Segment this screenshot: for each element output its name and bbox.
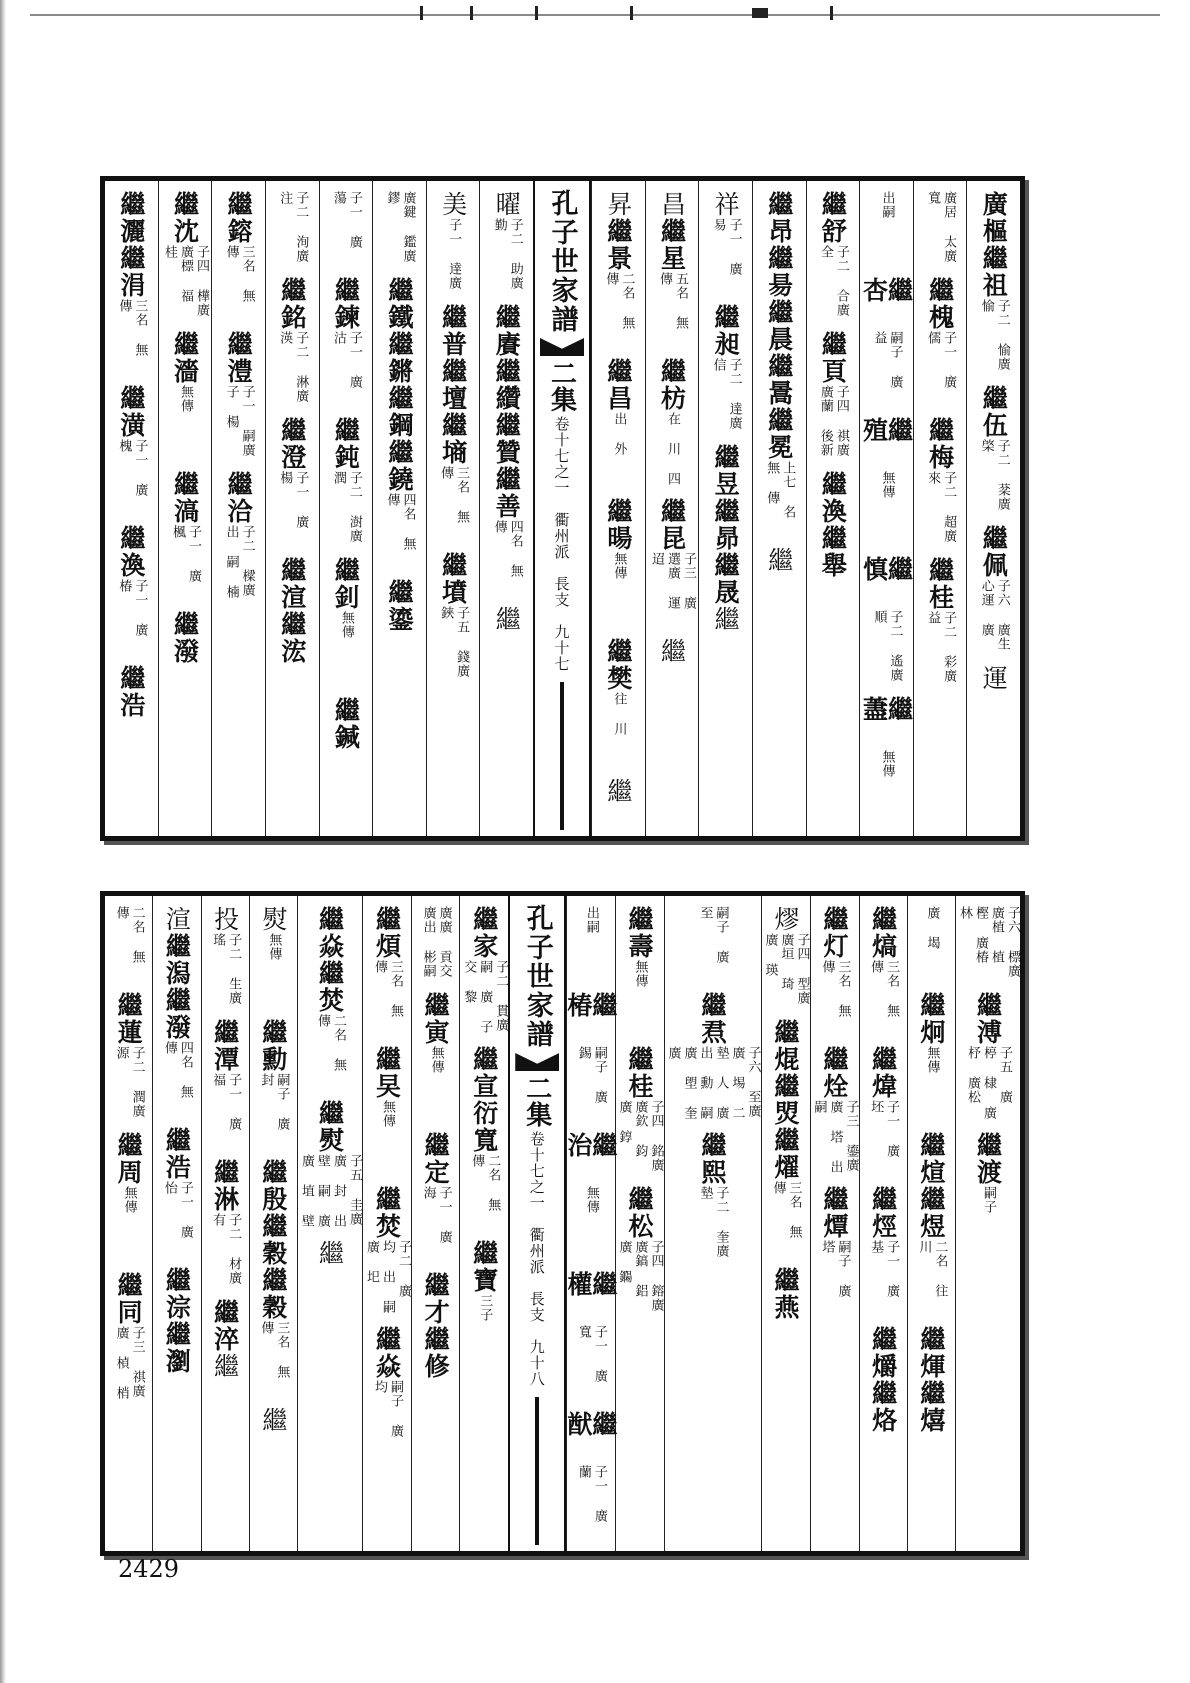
fish-tail-mark bbox=[540, 338, 584, 356]
genealogy-note: 子四 祺廣 廣蘭 後新 bbox=[817, 385, 849, 457]
genealogy-note: 子二 樑廣 出 嗣 楠 bbox=[223, 525, 255, 599]
page-number: 2429 bbox=[118, 1555, 180, 1583]
genealogy-note: 四名 無 傳 bbox=[161, 1041, 193, 1099]
genealogy-name: 繼賡 bbox=[492, 304, 522, 358]
genealogy-note: 三名 無 傳 bbox=[258, 1321, 290, 1379]
genealogy-note: 子四 樺廣 廣標 福 桂 bbox=[161, 245, 209, 317]
genealogy-note: 子二 遙廣 順 bbox=[871, 610, 903, 683]
genealogy-note: 子二 生廣 瑤 bbox=[210, 933, 242, 1005]
genealogy-name: 渲 bbox=[162, 906, 192, 933]
genealogy-column bbox=[955, 896, 1020, 1551]
genealogy-note: 子三 廣 選廣 運 迢 bbox=[648, 552, 696, 610]
genealogy-note: 子二 洵廣 注 bbox=[277, 191, 309, 263]
genealogy-name: 繼燿 bbox=[771, 1127, 800, 1181]
genealogy-name: 昌 bbox=[657, 191, 687, 218]
scan-tick bbox=[470, 6, 473, 20]
scan-tick bbox=[535, 6, 538, 20]
genealogy-note: 無傳 bbox=[338, 611, 354, 639]
genealogy-name: 繼鍼 bbox=[331, 697, 361, 751]
genealogy-name: 繼家 bbox=[469, 906, 499, 960]
genealogy-name: 繼浩 bbox=[162, 1127, 192, 1181]
genealogy-note: 三名 無 傳 bbox=[438, 466, 470, 524]
genealogy-note: 出 外 bbox=[611, 412, 627, 456]
genealogy-note: 子二 淋廣 渶 bbox=[277, 331, 309, 403]
genealogy-name: 繼熇 bbox=[868, 906, 898, 960]
genealogy-note: 二名 無 傳 bbox=[469, 1154, 501, 1212]
genealogy-name: 繼澧 bbox=[224, 331, 254, 385]
genealogy-note: 子一 廣 楓 bbox=[169, 525, 201, 583]
genealogy-note: 子一 廣 寬 bbox=[575, 1325, 607, 1384]
genealogy-note: 子二 廣 均 出 嗣 廣 圯 bbox=[364, 1240, 411, 1314]
genealogy-column bbox=[806, 181, 860, 836]
genealogy-note: 子二 彩廣 益 bbox=[925, 611, 957, 683]
center-fold-bar bbox=[535, 1397, 539, 1545]
genealogy-name: 繼椿 bbox=[563, 991, 618, 1019]
genealogy-name: 繼 bbox=[764, 547, 794, 574]
genealogy-name: 繼伍 bbox=[979, 385, 1009, 439]
genealogy-name: 繼佩 bbox=[979, 525, 1009, 579]
genealogy-name: 繼暠 bbox=[764, 353, 794, 407]
genealogy-name: 繼煊 bbox=[916, 1132, 946, 1186]
genealogy-name: 繼瀏 bbox=[162, 1321, 192, 1375]
genealogy-name: 繼烴 bbox=[868, 1186, 898, 1240]
genealogy-note: 子二 潤廣 源 bbox=[113, 1046, 145, 1118]
genealogy-name: 繼潢 bbox=[116, 385, 146, 439]
genealogy-name: 繼煩 bbox=[372, 906, 402, 960]
genealogy-note: 二名 無 傳 bbox=[603, 272, 635, 330]
collection-label: 二集 bbox=[521, 1075, 552, 1127]
genealogy-name: 繼熙 bbox=[698, 1132, 727, 1186]
volume-subtitle: 卷十七之一 衢州派 長支 九十八 bbox=[527, 1131, 546, 1387]
genealogy-name: 繼灯 bbox=[820, 906, 849, 960]
genealogy-note: 四名 無 傳 bbox=[384, 493, 416, 551]
genealogy-name: 美 bbox=[438, 191, 468, 218]
genealogy-note: 嗣子 bbox=[981, 1186, 996, 1214]
genealogy-name: 繼舒 bbox=[818, 191, 848, 245]
genealogy-note: 無傳 bbox=[611, 552, 627, 580]
genealogy-name: 繼桂 bbox=[625, 1046, 654, 1100]
genealogy-name: 繼晟 bbox=[711, 552, 741, 606]
genealogy-name: 繼猷 bbox=[563, 1411, 618, 1439]
genealogy-name: 繼昜 bbox=[764, 245, 794, 299]
book-title: 孔子世家譜 bbox=[521, 904, 553, 1049]
genealogy-name: 繼烇 bbox=[820, 1046, 849, 1100]
genealogy-name: 熨 bbox=[258, 906, 288, 933]
center-fold-bar bbox=[560, 682, 564, 830]
genealogy-column bbox=[698, 181, 752, 836]
genealogy-name: 衍寬 bbox=[469, 1100, 499, 1154]
genealogy-name: 繼爝 bbox=[868, 1326, 898, 1380]
genealogy-note: 子一 廣 蘭 bbox=[575, 1465, 607, 1524]
genealogy-name: 繼燂 bbox=[820, 1186, 849, 1240]
genealogy-note: 三名 無 傳 bbox=[116, 299, 148, 357]
genealogy-name: 繼冕 bbox=[764, 407, 794, 461]
scan-tick bbox=[830, 6, 833, 20]
genealogy-name: 繼杏 bbox=[859, 276, 914, 304]
genealogy-note: 子一 廣 怡 bbox=[161, 1181, 193, 1239]
genealogy-column bbox=[907, 896, 955, 1551]
genealogy-note: 子一 廣 福 bbox=[210, 1073, 242, 1131]
genealogy-name: 繼殖 bbox=[859, 416, 914, 444]
genealogy-name: 繼淋 bbox=[210, 1159, 240, 1213]
genealogy-note: 子五 圭廣 廣 封 出 壁 嗣 廣 廣 埴 壁 bbox=[299, 1154, 362, 1228]
genealogy-name: 繼渲 bbox=[277, 557, 307, 611]
genealogy-column bbox=[810, 896, 859, 1551]
genealogy-note: 子六 廣生 心運 廣 bbox=[978, 579, 1010, 651]
genealogy-name: 繼才 bbox=[421, 1272, 451, 1326]
genealogy-name: 繼渙 bbox=[116, 525, 146, 579]
genealogy-name: 繼寶 bbox=[469, 1240, 499, 1294]
genealogy-note: 五名 無 傳 bbox=[656, 272, 688, 330]
genealogy-note: 廣居 太廣 寬 bbox=[925, 191, 957, 263]
genealogy-name: 繼鋼 bbox=[384, 385, 414, 439]
genealogy-name: 繼修 bbox=[421, 1326, 451, 1380]
genealogy-name: 繼權 bbox=[563, 1271, 618, 1299]
genealogy-column bbox=[664, 896, 761, 1551]
genealogy-note: 子二 奎廣 墊 bbox=[697, 1186, 729, 1258]
genealogy-note: 無傳 bbox=[428, 1046, 444, 1074]
genealogy-note: 子一 廣 椿 bbox=[116, 579, 148, 637]
genealogy-name: 繼沈 bbox=[170, 191, 200, 245]
genealogy-note: 子一 廣 基 bbox=[868, 1240, 900, 1298]
genealogy-name: 繼桂 bbox=[925, 557, 955, 611]
scan-tick bbox=[420, 6, 423, 20]
genealogy-name: 繼焱 bbox=[372, 1326, 402, 1380]
genealogy-name: 繼治 bbox=[563, 1131, 618, 1159]
genealogy-note: 二名 無 傳 bbox=[315, 1014, 346, 1072]
genealogy-name: 繼浤 bbox=[277, 611, 307, 665]
genealogy-name: 繼晨 bbox=[764, 299, 794, 353]
genealogy-column bbox=[563, 896, 618, 1551]
genealogy-name: 繼渙 bbox=[818, 471, 848, 525]
genealogy-name: 繼淬 bbox=[210, 1299, 240, 1353]
genealogy-column bbox=[615, 896, 664, 1551]
genealogy-name: 繼 bbox=[657, 638, 687, 665]
genealogy-note: 子一 達廣 bbox=[446, 218, 462, 290]
genealogy-name: 繼周 bbox=[114, 1132, 144, 1186]
genealogy-note: 子四 鎔廣 廣鎬 鋁 廣 鐊 bbox=[616, 1240, 664, 1312]
genealogy-name: 昇 bbox=[603, 191, 633, 218]
genealogy-name: 繼焚 bbox=[315, 960, 345, 1014]
genealogy-note: 子一 廣 槐 bbox=[116, 439, 148, 497]
genealogy-name: 繼穀 bbox=[258, 1267, 288, 1321]
genealogy-name: 廣樞 bbox=[979, 191, 1009, 245]
genealogy-note: 三名 無 傳 bbox=[372, 960, 403, 1018]
genealogy-column bbox=[859, 181, 913, 836]
genealogy-name: 繼 bbox=[711, 606, 741, 633]
genealogy-name: 繼熨 bbox=[315, 1100, 345, 1154]
genealogy-name: 繼 bbox=[210, 1353, 240, 1380]
genealogy-name: 繼槐 bbox=[925, 277, 955, 331]
genealogy-name: 繼鐃 bbox=[384, 439, 414, 493]
genealogy-column bbox=[411, 896, 459, 1551]
genealogy-note: 嗣子 廣 益 bbox=[871, 330, 903, 389]
genealogy-name: 繼昂 bbox=[764, 191, 794, 245]
genealogy-note: 子五 錢廣 鋏 bbox=[438, 606, 470, 678]
genealogy-name: 繼焱 bbox=[315, 906, 345, 960]
genealogy-note: 嗣子 廣 至 bbox=[697, 906, 729, 964]
genealogy-name: 繼 bbox=[258, 1407, 288, 1434]
genealogy-column bbox=[211, 181, 265, 836]
genealogy-name: 繼殷 bbox=[258, 1159, 288, 1213]
genealogy-name: 曜 bbox=[492, 191, 522, 218]
genealogy-column bbox=[158, 181, 212, 836]
genealogy-column bbox=[319, 181, 373, 836]
genealogy-note: 無傳 bbox=[632, 960, 648, 988]
genealogy-note: 三子 bbox=[477, 1294, 493, 1322]
genealogy-note: 子二 達廣 信 bbox=[710, 358, 742, 430]
genealogy-column bbox=[426, 181, 480, 836]
genealogy-name: 繼梅 bbox=[925, 417, 955, 471]
genealogy-name: 繼渡 bbox=[973, 1132, 1003, 1186]
genealogy-note: 子二 材廣 有 bbox=[210, 1213, 242, 1285]
genealogy-name: 繼藎 bbox=[859, 696, 914, 724]
genealogy-name: 繼銘 bbox=[277, 277, 307, 331]
genealogy-note: 嗣子 廣 塔 bbox=[819, 1240, 851, 1298]
genealogy-note: 子三 鎏廣 廣 塔 出 嗣 bbox=[811, 1100, 859, 1174]
genealogy-name: 繼烙 bbox=[868, 1380, 898, 1434]
genealogy-column bbox=[591, 181, 645, 836]
genealogy-column bbox=[105, 181, 158, 836]
genealogy-name: 繼慎 bbox=[859, 556, 914, 584]
genealogy-note: 子一 廣 楊 bbox=[277, 471, 309, 529]
fish-tail-mark bbox=[515, 1053, 559, 1071]
genealogy-note: 無傳 bbox=[177, 385, 193, 413]
genealogy-name: 繼昶 bbox=[711, 304, 741, 358]
genealogy-note: 往 川 bbox=[611, 692, 627, 736]
genealogy-note: 四名 無 傳 bbox=[491, 520, 523, 578]
genealogy-column bbox=[459, 896, 508, 1551]
genealogy-note: 子一 廣 坯 bbox=[868, 1100, 900, 1158]
genealogy-name: 繼灑 bbox=[116, 191, 146, 245]
genealogy-note: 出嗣 bbox=[879, 191, 895, 219]
genealogy-column bbox=[966, 181, 1020, 836]
genealogy-name: 投 bbox=[210, 906, 240, 933]
genealogy-name: 繼煜 bbox=[916, 1186, 946, 1240]
genealogy-note: 無傳 bbox=[583, 1185, 599, 1214]
genealogy-name: 繼炯 bbox=[916, 992, 946, 1046]
genealogy-note: 子四 型廣 廣垣 琦 廣 瑛 bbox=[762, 933, 810, 1005]
genealogy-name: 繼潑 bbox=[170, 611, 200, 665]
genealogy-column bbox=[105, 896, 152, 1551]
genealogy-name: 繼壽 bbox=[625, 906, 654, 960]
genealogy-note: 子二 貫廣 嗣 廣 子 交 黎 bbox=[461, 960, 509, 1034]
genealogy-name: 繼同 bbox=[114, 1272, 144, 1326]
genealogy-name: 繼淙 bbox=[162, 1267, 192, 1321]
genealogy-name: 繼煒 bbox=[868, 1046, 898, 1100]
genealogy-note: 嗣子 廣 封 bbox=[258, 1073, 290, 1131]
genealogy-column bbox=[913, 181, 967, 836]
genealogy-name: 繼頁 bbox=[818, 331, 848, 385]
genealogy-name: 繼潟 bbox=[162, 933, 192, 987]
genealogy-note: 三名 無 傳 bbox=[223, 245, 255, 303]
top-scan-rule bbox=[30, 14, 1160, 16]
genealogy-note: 子五 廣 楟 棣 廣杼 廣松 bbox=[965, 1046, 1012, 1120]
genealogy-column bbox=[201, 896, 249, 1551]
genealogy-note: 無傳 bbox=[924, 1046, 940, 1074]
genealogy-note: 無傳 bbox=[266, 933, 282, 961]
genealogy-name: 繼昴 bbox=[711, 498, 741, 552]
genealogy-column bbox=[761, 896, 810, 1551]
genealogy-name: 繼景 bbox=[603, 218, 633, 272]
genealogy-note: 上七 名 無 傳 bbox=[764, 461, 796, 519]
genealogy-name: 繼昌 bbox=[603, 358, 633, 412]
scan-tick bbox=[630, 6, 633, 20]
genealogy-name: 繼 bbox=[492, 606, 522, 633]
genealogy-column bbox=[479, 181, 533, 836]
genealogy-name: 繼星 bbox=[657, 218, 687, 272]
genealogy-note: 出嗣 bbox=[583, 906, 599, 934]
genealogy-note: 無傳 bbox=[879, 470, 895, 499]
genealogy-name: 繼寅 bbox=[421, 992, 451, 1046]
genealogy-name: 繼鍊 bbox=[331, 277, 361, 331]
center-fold-column bbox=[508, 896, 566, 1551]
page-scan-edge bbox=[0, 0, 6, 1683]
genealogy-note: 子六 標廣 廣植 植 樫 廣椿 林 bbox=[957, 906, 1020, 978]
genealogy-name: 繼昆 bbox=[657, 498, 687, 552]
genealogy-note: 子二 澍廣 潤 bbox=[330, 471, 362, 543]
genealogy-name: 繼釗 bbox=[331, 557, 361, 611]
genealogy-name: 繼蓮 bbox=[114, 992, 144, 1046]
genealogy-note: 無傳 bbox=[879, 750, 895, 779]
genealogy-column bbox=[297, 896, 362, 1551]
genealogy-name: 繼焽 bbox=[771, 1073, 800, 1127]
genealogy-name: 繼松 bbox=[625, 1186, 654, 1240]
genealogy-note: 嗣子 廣 均 bbox=[372, 1380, 403, 1438]
genealogy-name: 繼宣 bbox=[469, 1046, 499, 1100]
genealogy-note: 子二 棻廣 棨 bbox=[978, 439, 1010, 511]
genealogy-name: 繼滈 bbox=[170, 471, 200, 525]
genealogy-note: 廣鍵 鑑廣 鏐 bbox=[384, 191, 416, 263]
genealogy-name: 繼昱 bbox=[711, 444, 741, 498]
genealogy-name: 繼穀 bbox=[258, 1213, 288, 1267]
genealogy-column bbox=[752, 181, 806, 836]
genealogy-name: 運 bbox=[979, 665, 1009, 692]
genealogy-column bbox=[265, 181, 319, 836]
genealogy-name: 繼鏘 bbox=[384, 331, 414, 385]
genealogy-note: 三名 無 傳 bbox=[819, 960, 851, 1018]
genealogy-note: 子二 超廣 來 bbox=[925, 471, 957, 543]
genealogy-name: 繼纘 bbox=[492, 358, 522, 412]
genealogy-note: 無傳 bbox=[380, 1100, 395, 1128]
genealogy-name: 繼煇 bbox=[916, 1326, 946, 1380]
genealogy-name: 繼暘 bbox=[603, 498, 633, 552]
genealogy-note: 子一 嗣廣 子 楊 bbox=[223, 385, 255, 457]
genealogy-name: 熮 bbox=[771, 906, 800, 933]
genealogy-name: 繼祖 bbox=[979, 245, 1009, 299]
genealogy-name: 繼舉 bbox=[818, 525, 848, 579]
genealogy-name: 祥 bbox=[711, 191, 741, 218]
genealogy-name: 繼 bbox=[315, 1240, 345, 1267]
genealogy-note: 子一 廣 蕩 bbox=[330, 191, 362, 249]
genealogy-note: 子四 銘廣 廣欽 鈞 廣 錞 bbox=[616, 1100, 664, 1172]
genealogy-column bbox=[249, 896, 297, 1551]
genealogy-name: 繼燕 bbox=[771, 1267, 800, 1321]
book-title: 孔子世家譜 bbox=[546, 189, 578, 334]
genealogy-name: 繼鎔 bbox=[224, 191, 254, 245]
genealogy-name: 繼普 bbox=[438, 304, 468, 358]
genealogy-note: 在 川 四 bbox=[664, 412, 680, 486]
genealogy-note: 嗣子 廣 錫 bbox=[575, 1045, 607, 1104]
genealogy-note: 無傳 bbox=[121, 1186, 137, 1214]
genealogy-name: 繼定 bbox=[421, 1132, 451, 1186]
genealogy-note: 三名 無 傳 bbox=[868, 960, 900, 1018]
genealogy-name: 繼善 bbox=[492, 466, 522, 520]
genealogy-name: 繼焚 bbox=[372, 1186, 402, 1240]
genealogy-note: 廣廣 貢交 廣出 彬嗣 bbox=[420, 906, 452, 978]
genealogy-name: 繼濇 bbox=[170, 331, 200, 385]
genealogy-note: 二名 往 川 bbox=[916, 1240, 948, 1298]
genealogy-name: 繼勳 bbox=[258, 1019, 288, 1073]
genealogy-name: 繼鎏 bbox=[384, 579, 414, 633]
genealogy-name: 繼墒 bbox=[438, 412, 468, 466]
genealogy-note: 子二 助廣 勤 bbox=[491, 218, 523, 290]
genealogy-name: 繼涓 bbox=[116, 245, 146, 299]
genealogy-column bbox=[152, 896, 200, 1551]
genealogy-column bbox=[645, 181, 699, 836]
genealogy-name: 繼樊 bbox=[603, 638, 633, 692]
genealogy-name: 繼鈍 bbox=[331, 417, 361, 471]
collection-label: 二集 bbox=[546, 360, 577, 412]
genealogy-name: 繼壇 bbox=[438, 358, 468, 412]
genealogy-name: 繼焜 bbox=[771, 1019, 800, 1073]
genealogy-column bbox=[859, 896, 907, 1551]
center-fold-column bbox=[533, 181, 591, 836]
genealogy-column bbox=[362, 896, 411, 1551]
genealogy-name: 繼旲 bbox=[372, 1046, 402, 1100]
genealogy-note: 子一 廣 海 bbox=[420, 1186, 452, 1244]
genealogy-name: 繼墳 bbox=[438, 552, 468, 606]
genealogy-name: 繼焄 bbox=[698, 992, 727, 1046]
scan-tick bbox=[752, 8, 768, 18]
genealogy-column bbox=[372, 181, 426, 836]
genealogy-name: 繼潭 bbox=[210, 1019, 240, 1073]
genealogy-name: 繼溥 bbox=[973, 992, 1003, 1046]
genealogy-name: 繼 bbox=[603, 778, 633, 805]
genealogy-name: 繼洽 bbox=[224, 471, 254, 525]
genealogy-name: 繼枋 bbox=[657, 358, 687, 412]
genealogy-name: 繼贊 bbox=[492, 412, 522, 466]
genealogy-sheet-upper bbox=[100, 176, 1025, 841]
genealogy-note: 子六 至廣 廣 埸 二 墊 人 廣 出 勳 嗣 廣 塱 奎 廣 bbox=[665, 1046, 761, 1120]
genealogy-note: 子二 合廣 全 bbox=[817, 245, 849, 317]
genealogy-name: 繼潑 bbox=[162, 987, 192, 1041]
genealogy-note: 子二 愉廣 愉 bbox=[978, 299, 1010, 371]
genealogy-note: 二名 無 傳 bbox=[113, 906, 145, 964]
genealogy-name: 繼鐵 bbox=[384, 277, 414, 331]
genealogy-name: 繼浩 bbox=[116, 665, 146, 719]
genealogy-name: 繼澄 bbox=[277, 417, 307, 471]
genealogy-note: 子一 廣 沽 bbox=[330, 331, 362, 389]
genealogy-sheet-lower bbox=[100, 891, 1025, 1556]
volume-subtitle: 卷十七之一 衢州派 長支 九十七 bbox=[552, 416, 571, 672]
genealogy-note: 三名 無 傳 bbox=[770, 1181, 802, 1239]
genealogy-note: 子三 祺廣 廣 楨 梢 bbox=[113, 1326, 145, 1400]
genealogy-name: 繼熺 bbox=[916, 1380, 946, 1434]
genealogy-note: 子一 廣 易 bbox=[710, 218, 742, 276]
genealogy-note: 子一 廣 儒 bbox=[925, 331, 957, 389]
genealogy-note: 廣 堨 bbox=[924, 906, 940, 950]
